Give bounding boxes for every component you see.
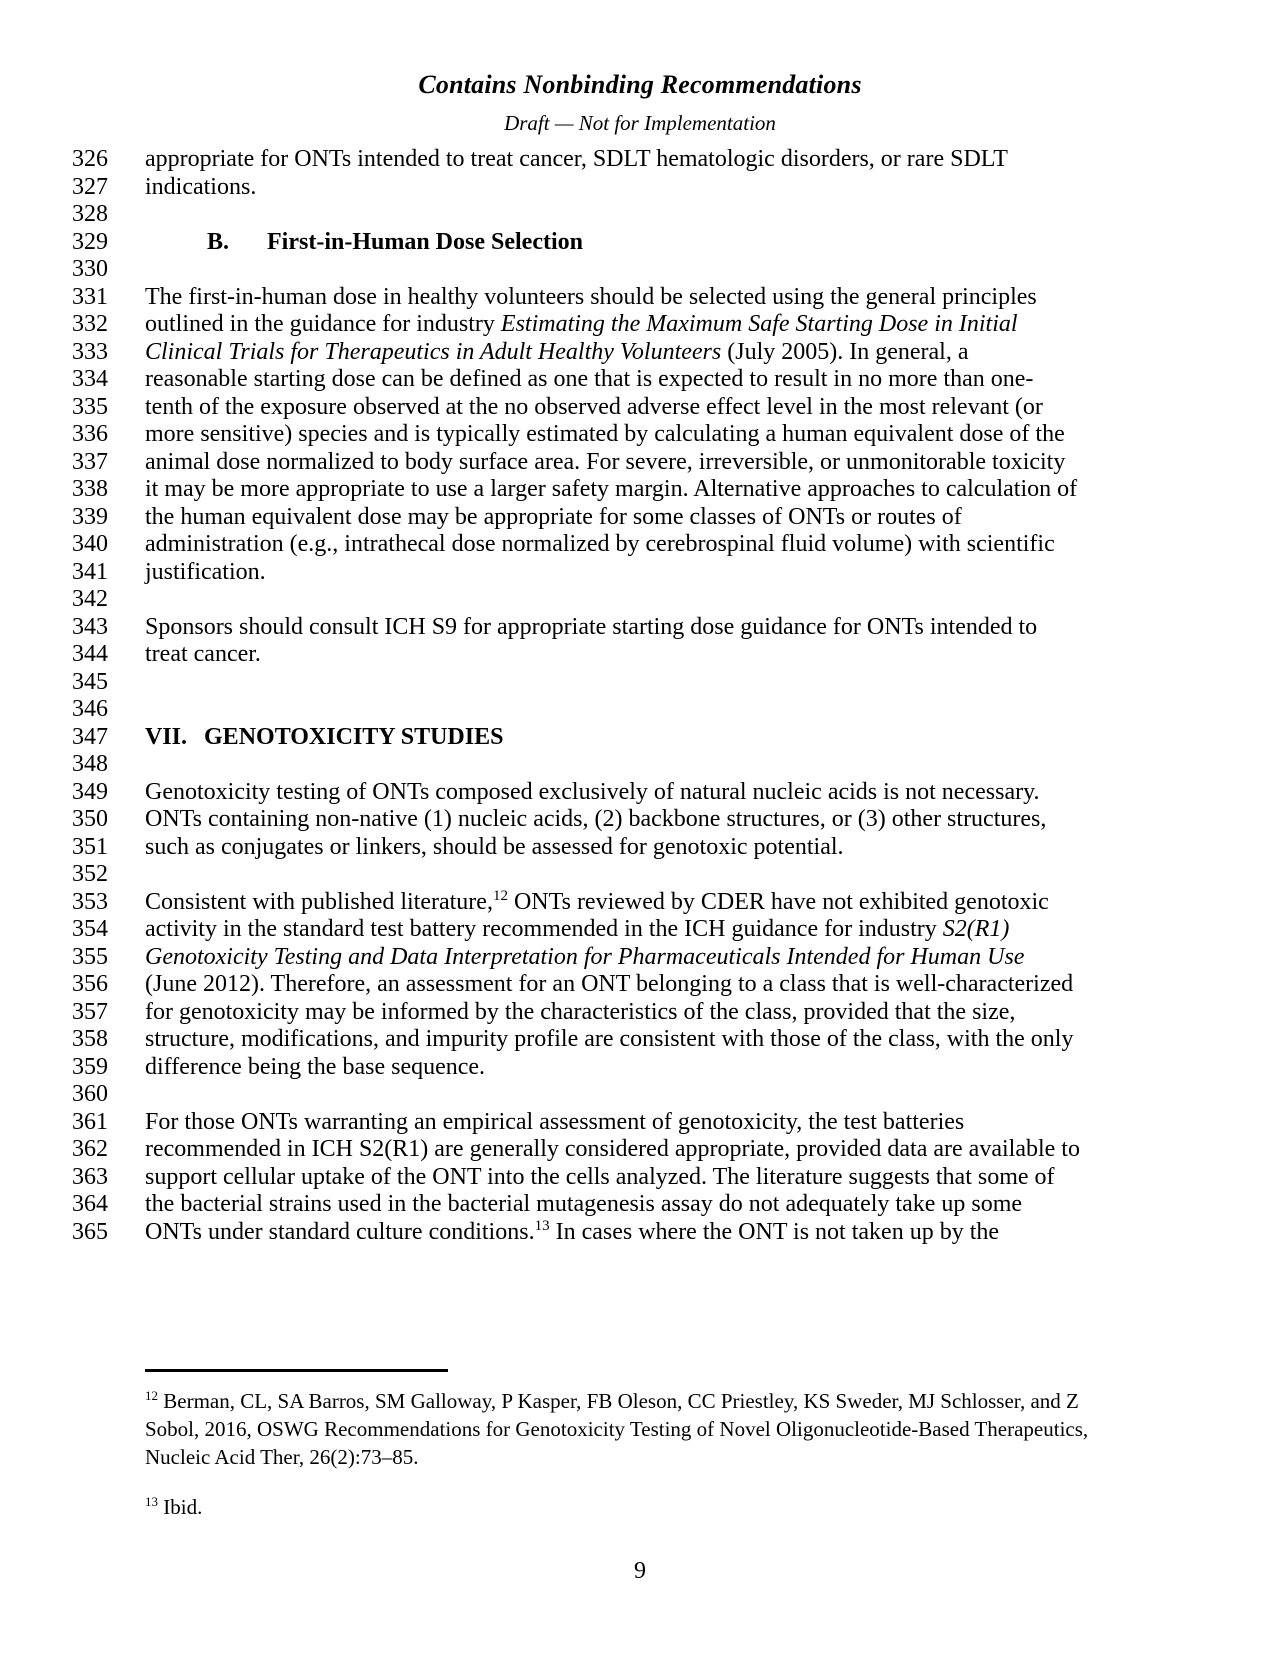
line-number: 344 [72,641,108,667]
document-line [0,339,1280,367]
text-run: for genotoxicity may be informed by the characteristics of the class, provided that the size, [145,998,1016,1025]
line-text [145,476,1077,502]
line-number: 336 [72,421,108,447]
line-number: 363 [72,1163,108,1190]
line-number: 351 [72,833,108,860]
document-line [0,366,1280,394]
line-text [145,146,1008,172]
line-number: 340 [72,531,108,557]
line-number: 332 [72,311,108,337]
line-number: 333 [72,338,108,365]
document-line [0,174,1280,202]
line-number: 328 [72,201,108,227]
document-line [0,1219,1280,1247]
line-text [145,174,256,200]
line-number: 346 [72,696,108,722]
line-number: 360 [72,1081,108,1107]
document-line [0,861,1280,889]
line-text [145,1219,999,1245]
line-number: 359 [72,1053,108,1080]
line-text [145,916,1009,942]
document-line [0,1109,1280,1137]
line-text [145,449,1065,475]
text-run: recommended in ICH S2(R1) are generally considered appropriate, provided data are available to [145,1136,1080,1162]
footnote-reference: 12 [492,887,508,904]
text-run: In cases where the ONT is not taken up by the [549,1218,1000,1245]
document-line [0,916,1280,944]
document-line [0,1054,1280,1082]
footnote-reference: 13 [534,1217,550,1234]
text-run: ONTs under standard culture conditions. [145,1218,535,1245]
footnote-marker: 13 [145,1494,158,1509]
line-number: 329 [72,228,108,255]
document-line [0,999,1280,1027]
line-number: 343 [72,613,108,640]
text-run: it may be more appropriate to use a larger safety margin. Alternative approaches to calculation of [145,476,1078,502]
header-banner: Contains Nonbinding Recommendations [418,70,862,99]
document-line [0,614,1280,642]
line-number: 350 [72,806,108,832]
line-number: 352 [72,861,108,887]
line-number: 339 [72,503,108,530]
line-text [145,779,1040,805]
document-line [0,504,1280,532]
document-line [0,201,1280,229]
header-status-line: Draft — Not for Implementation [504,111,776,135]
line-number: 345 [72,668,108,695]
document-line [0,1081,1280,1109]
text-run: Genotoxicity testing of ONTs composed exclusively of natural nucleic acids is not necessary. [145,778,1040,805]
text-run: justification. [145,558,266,585]
document-line [0,256,1280,284]
document-body [0,146,1280,1246]
document-line [0,751,1280,779]
section-heading [145,724,503,750]
text-run: appropriate for ONTs intended to treat cancer, SDLT hematologic disorders, or rare SDLT [145,146,1008,172]
document-line [0,586,1280,614]
footnote-marker: 12 [145,1388,158,1403]
document-line [0,449,1280,477]
document-line [0,889,1280,917]
line-text [145,504,962,530]
document-line [0,944,1280,972]
text-run: administration (e.g., intrathecal dose normalized by cerebrospinal fluid volume) with scientific [145,531,1055,557]
line-number: 327 [72,173,108,200]
line-number: 356 [72,971,108,997]
line-text [145,284,1037,310]
text-run: the bacterial strains used in the bacterial mutagenesis assay do not adequately take up some [145,1191,1023,1217]
footnotes-section [145,1369,1090,1521]
line-text [145,1164,1055,1190]
document-line [0,806,1280,834]
text-run: Sponsors should consult ICH S9 for appropriate starting dose guidance for ONTs intended to [145,613,1038,640]
document-line [0,834,1280,862]
line-text [145,971,1073,997]
line-number: 337 [72,448,108,475]
text-run: Clinical Trials for Therapeutics in Adult Healthy Volunteers [145,338,722,365]
line-text [145,1136,1080,1162]
footnote-text: Ibid. [158,1495,203,1519]
footnote-separator [145,1369,448,1372]
document-line [0,311,1280,339]
line-number: 364 [72,1191,108,1217]
line-text [145,1026,1073,1052]
document-line [0,531,1280,559]
line-number: 330 [72,256,108,282]
line-text [145,559,266,585]
line-number: 342 [72,586,108,612]
line-text [145,999,1015,1025]
text-run: treat cancer. [145,641,261,667]
text-run: outlined in the guidance for industry [145,311,501,337]
section-label: B. [207,228,230,255]
line-text [145,614,1037,640]
text-run: the human equivalent dose may be appropriate for some classes of ONTs or routes of [145,503,962,530]
document-line [0,394,1280,422]
section-title: GENOTOXICITY STUDIES [204,723,504,750]
section-title: First-in-Human Dose Selection [267,228,583,255]
line-number: 331 [72,283,108,310]
text-run: reasonable starting dose can be defined as one that is expected to result in no more than one- [145,366,1034,392]
section-heading [145,229,583,255]
footnote-item [145,1387,1090,1471]
line-text [145,641,261,667]
line-number: 354 [72,916,108,942]
document-line [0,1136,1280,1164]
line-text [145,339,969,365]
line-text [145,394,1043,420]
line-text [145,834,844,860]
line-text [145,889,1049,915]
document-line [0,476,1280,504]
text-run: tenth of the exposure observed at the no observed adverse effect level in the most relevant (or [145,393,1043,420]
document-line [0,1191,1280,1219]
document-line [0,971,1280,999]
text-run: structure, modifications, and impurity profile are consistent with those of the class, with the only [145,1026,1074,1052]
document-line [0,559,1280,587]
line-number: 361 [72,1108,108,1135]
document-line [0,1164,1280,1192]
footnote-text: Berman, CL, SA Barros, SM Galloway, P Kasper, FB Oleson, CC Priestley, KS Sweder, MJ Schlosser, and Z Sobol, 2016, OSWG Recommendations for Genotoxicity Testing of Novel Oligonucleotide-Based Therapeutics, Nucleic Acid Ther, 26(2):73–85. [145,1389,1089,1469]
text-run: animal dose normalized to body surface area. For severe, irreversible, or unmonitorable toxicity [145,448,1066,475]
line-text [145,311,1018,337]
line-number: 334 [72,366,108,392]
line-number: 341 [72,558,108,585]
text-run: For those ONTs warranting an empirical assessment of genotoxicity, the test batteries [145,1108,965,1135]
document-line [0,641,1280,669]
line-number: 358 [72,1026,108,1052]
text-run: ONTs reviewed by CDER have not exhibited genotoxic [507,888,1049,915]
document-line [0,779,1280,807]
text-run: difference being the base sequence. [145,1053,486,1080]
section-label: VII. [145,723,188,750]
line-text [145,531,1055,557]
document-line [0,284,1280,312]
document-line [0,1026,1280,1054]
document-line [0,146,1280,174]
document-line [0,669,1280,697]
line-text [145,1054,485,1080]
text-run: Consistent with published literature, [145,888,493,915]
document-line [0,724,1280,752]
text-run: S2(R1) [942,916,1010,942]
text-run: support cellular uptake of the ONT into the cells analyzed. The literature suggests that some of [145,1163,1055,1190]
footnote-item [145,1493,1090,1521]
line-number: 348 [72,751,108,777]
line-number: 338 [72,476,108,502]
line-number: 353 [72,888,108,915]
page-number: 9 [634,1558,646,1584]
document-line [0,421,1280,449]
text-run: (June 2012). Therefore, an assessment for an ONT belonging to a class that is well-characterized [145,971,1074,997]
line-text [145,366,1033,392]
text-run: Genotoxicity Testing and Data Interpretation for Pharmaceuticals Intended for Human Use [145,943,1025,970]
line-number: 349 [72,778,108,805]
text-run: ONTs containing non-native (1) nucleic acids, (2) backbone structures, or (3) other structures, [145,806,1047,832]
text-run: (July 2005). In general, a [721,338,969,365]
text-run: such as conjugates or linkers, should be assessed for genotoxic potential. [145,833,844,860]
text-run: The first-in-human dose in healthy volunteers should be selected using the general principles [145,283,1037,310]
text-run: more sensitive) species and is typically estimated by calculating a human equivalent dose of the [145,421,1065,447]
line-text [145,1191,1022,1217]
line-number: 347 [72,723,108,750]
text-run: indications. [145,173,257,200]
text-run: activity in the standard test battery recommended in the ICH guidance for industry [145,916,943,942]
line-text [145,1109,964,1135]
line-text [145,806,1046,832]
document-line [0,696,1280,724]
line-number: 362 [72,1136,108,1162]
line-number: 355 [72,943,108,970]
line-text [145,421,1065,447]
line-number: 365 [72,1218,108,1245]
line-number: 335 [72,393,108,420]
line-number: 357 [72,998,108,1025]
text-run: Estimating the Maximum Safe Starting Dose in Initial [500,311,1018,337]
document-line [0,229,1280,257]
line-text [145,944,1024,970]
line-number: 326 [72,146,108,172]
